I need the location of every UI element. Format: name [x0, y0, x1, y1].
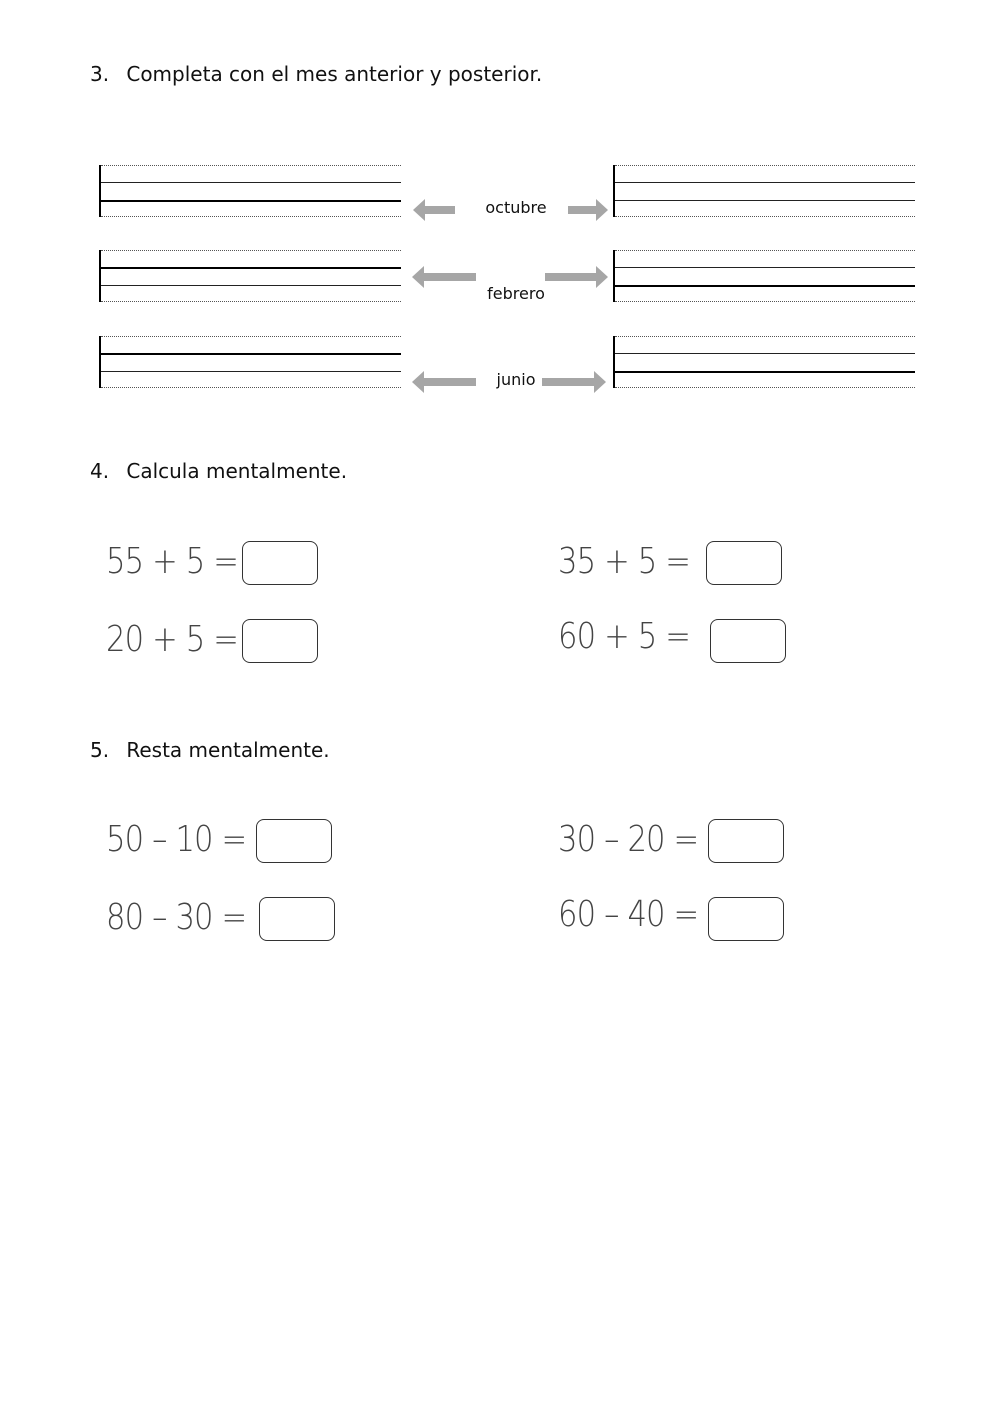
- answer-box-subtraction-3[interactable]: [259, 897, 335, 941]
- subtraction-exercise-3: 80 – 30 =: [106, 897, 247, 938]
- section-5-title: Resta mentalmente.: [126, 738, 330, 762]
- month-label-octubre: octubre: [485, 198, 547, 217]
- right-arrow-icon: [545, 265, 608, 289]
- addition-exercise-2: 35 + 5 =: [558, 541, 691, 582]
- answer-lines-next-month-3[interactable]: [613, 336, 915, 388]
- month-label-febrero: febrero: [487, 284, 545, 303]
- left-arrow-icon: [413, 198, 455, 222]
- answer-box-subtraction-2[interactable]: [708, 819, 784, 863]
- answer-lines-next-month-1[interactable]: [613, 165, 915, 217]
- answer-box-subtraction-4[interactable]: [708, 897, 784, 941]
- section-4-title: Calcula mentalmente.: [126, 459, 348, 483]
- answer-lines-previous-month-3[interactable]: [99, 336, 401, 388]
- section-3-heading: [90, 62, 542, 86]
- answer-lines-previous-month-2[interactable]: [99, 250, 401, 302]
- section-3-number: 3.: [90, 62, 110, 86]
- month-label-junio: junio: [496, 370, 536, 389]
- section-4-number: 4.: [90, 459, 110, 483]
- right-arrow-icon: [568, 198, 608, 222]
- section-5-heading: [90, 738, 330, 762]
- answer-box-addition-1[interactable]: [242, 541, 318, 585]
- answer-box-addition-2[interactable]: [706, 541, 782, 585]
- section-5-number: 5.: [90, 738, 110, 762]
- answer-lines-next-month-2[interactable]: [613, 250, 915, 302]
- addition-exercise-4: 60 + 5 =: [558, 616, 691, 657]
- answer-box-addition-4[interactable]: [710, 619, 786, 663]
- answer-box-subtraction-1[interactable]: [256, 819, 332, 863]
- subtraction-exercise-2: 30 – 20 =: [558, 819, 699, 860]
- answer-box-addition-3[interactable]: [242, 619, 318, 663]
- addition-exercise-3: 20 + 5 =: [106, 619, 239, 660]
- section-4-heading: [90, 459, 347, 483]
- right-arrow-icon: [542, 370, 606, 394]
- answer-lines-previous-month-1[interactable]: [99, 165, 401, 217]
- subtraction-exercise-4: 60 – 40 =: [558, 894, 699, 935]
- section-3-title: Completa con el mes anterior y posterior.: [126, 62, 543, 86]
- subtraction-exercise-1: 50 – 10 =: [106, 819, 247, 860]
- addition-exercise-1: 55 + 5 =: [106, 541, 239, 582]
